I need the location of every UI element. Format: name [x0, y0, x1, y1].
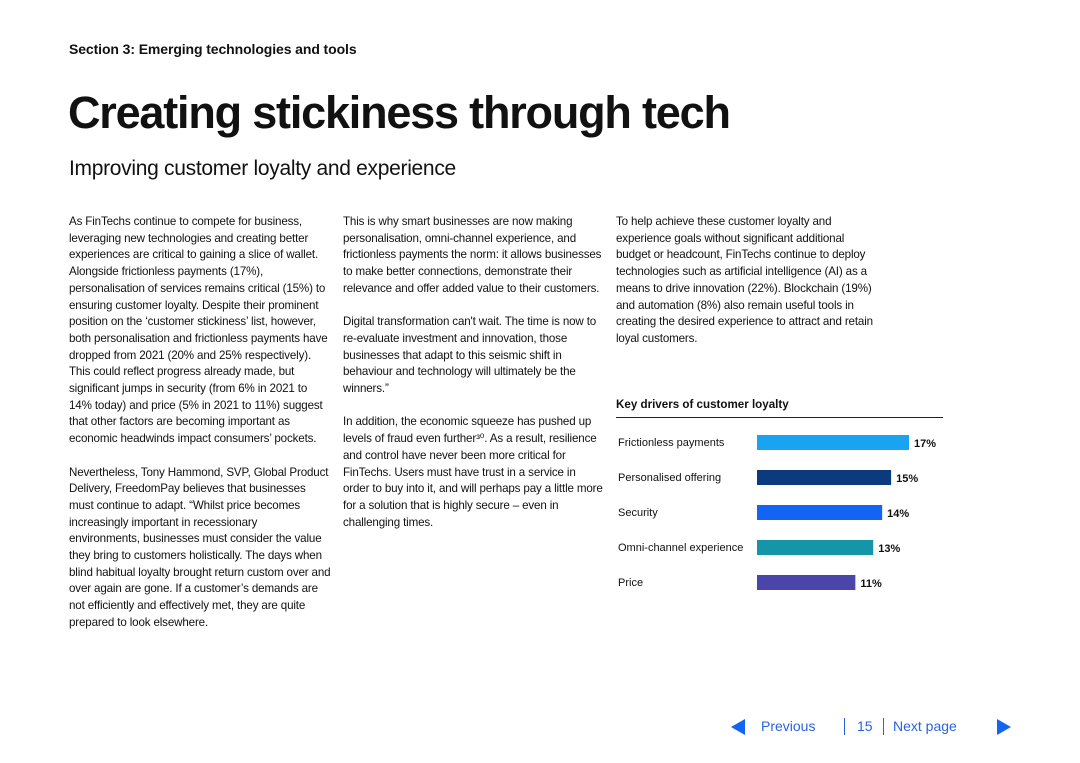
bar	[757, 505, 882, 520]
page-navigation	[727, 716, 1017, 738]
category-label: Omni-channel experience	[618, 542, 744, 554]
category-label: Price	[618, 577, 644, 589]
value-label: 13%	[878, 543, 901, 555]
value-label: 15%	[896, 473, 919, 485]
text-column-1	[69, 214, 331, 648]
paragraph: As FinTechs continue to compete for business, leveraging new technologies and creating better experiences are critical to gaining a slice of wallet. Alongside frictionless payments (17%), personalisation of services remains critical (15%) to ensuring customer loyalty. Despite their prominent position on the ‘customer stickiness’ list, however, both personalisation and frictionless payments have dropped from 2021 (20% and 25% respectively). This could reflect progress already made, but significant jumps in security (from 6% in 2021 to 14% today) and price (5% in 2021 to 11%) suggest that other factors are becoming important as economic headwinds impact consumers’ pockets.	[69, 215, 328, 446]
chart-divider	[616, 417, 943, 418]
text-column-2	[343, 214, 605, 548]
bar	[757, 540, 873, 555]
paragraph: To help achieve these customer loyalty and experience goals without significant additional budget or headcount, FinTechs continue to deploy technologies such as artificial intelligence (AI) as a means to drive innovation (22%). Blockchain (19%) and automation (8%) also remain useful tools in creating the desired experience to attract and retain loyal customers.	[616, 215, 873, 345]
paragraph: Digital transformation can't wait. The time is now to re-evaluate investment and innovation, those businesses that adapt to this seismic shift in behaviour and technology will ultimately be the winners.”	[343, 315, 597, 396]
category-label: Frictionless payments	[618, 437, 725, 449]
nav-divider	[883, 718, 884, 735]
paragraph: Nevertheless, Tony Hammond, SVP, Global Product Delivery, FreedomPay believes that businesses must continue to adapt. “Whilst price becomes increasingly important in recessionary environments, businesses must consider the value they bring to customers holistically. The days when blind habitual loyalty brought return custom over and over again are gone. If a customer’s demands are not efficiently and effectively met, they are quite prepared to look elsewhere.	[69, 465, 331, 629]
text-column-3	[616, 214, 878, 364]
bar	[757, 470, 891, 485]
next-arrow-icon[interactable]	[997, 719, 1011, 735]
chart-title: Key drivers of customer loyalty	[616, 398, 789, 411]
category-label: Personalised offering	[618, 472, 722, 484]
paragraph: This is why smart businesses are now making personalisation, omni-channel experience, and frictionless payments the norm: it allows businesses to make better connections, demonstrate their relevance and offer added value to their customers.	[343, 215, 602, 295]
page-number: 15	[857, 718, 873, 734]
loyalty-bar-chart	[616, 430, 946, 600]
category-label: Security	[618, 507, 658, 519]
section-label: Section 3: Emerging technologies and tools	[69, 41, 357, 57]
previous-arrow-icon[interactable]	[731, 719, 745, 735]
bar	[757, 575, 855, 590]
bar	[757, 435, 909, 450]
value-label: 14%	[887, 508, 910, 520]
previous-link[interactable]: Previous	[761, 718, 816, 734]
next-page-link[interactable]: Next page	[893, 718, 957, 734]
value-label: 17%	[914, 438, 937, 450]
paragraph: In addition, the economic squeeze has pushed up levels of fraud even further³⁰. As a result, resilience and control have never been more critical for FinTechs. Users must have trust in a service in order to buy into it, and will perhaps pay a little more for a solution that is highly secure – even in challenging times.	[343, 415, 603, 529]
page-title: Creating stickiness through tech	[68, 87, 730, 138]
nav-divider	[844, 718, 845, 735]
page-subtitle: Improving customer loyalty and experience	[69, 157, 456, 180]
value-label: 11%	[860, 578, 882, 590]
